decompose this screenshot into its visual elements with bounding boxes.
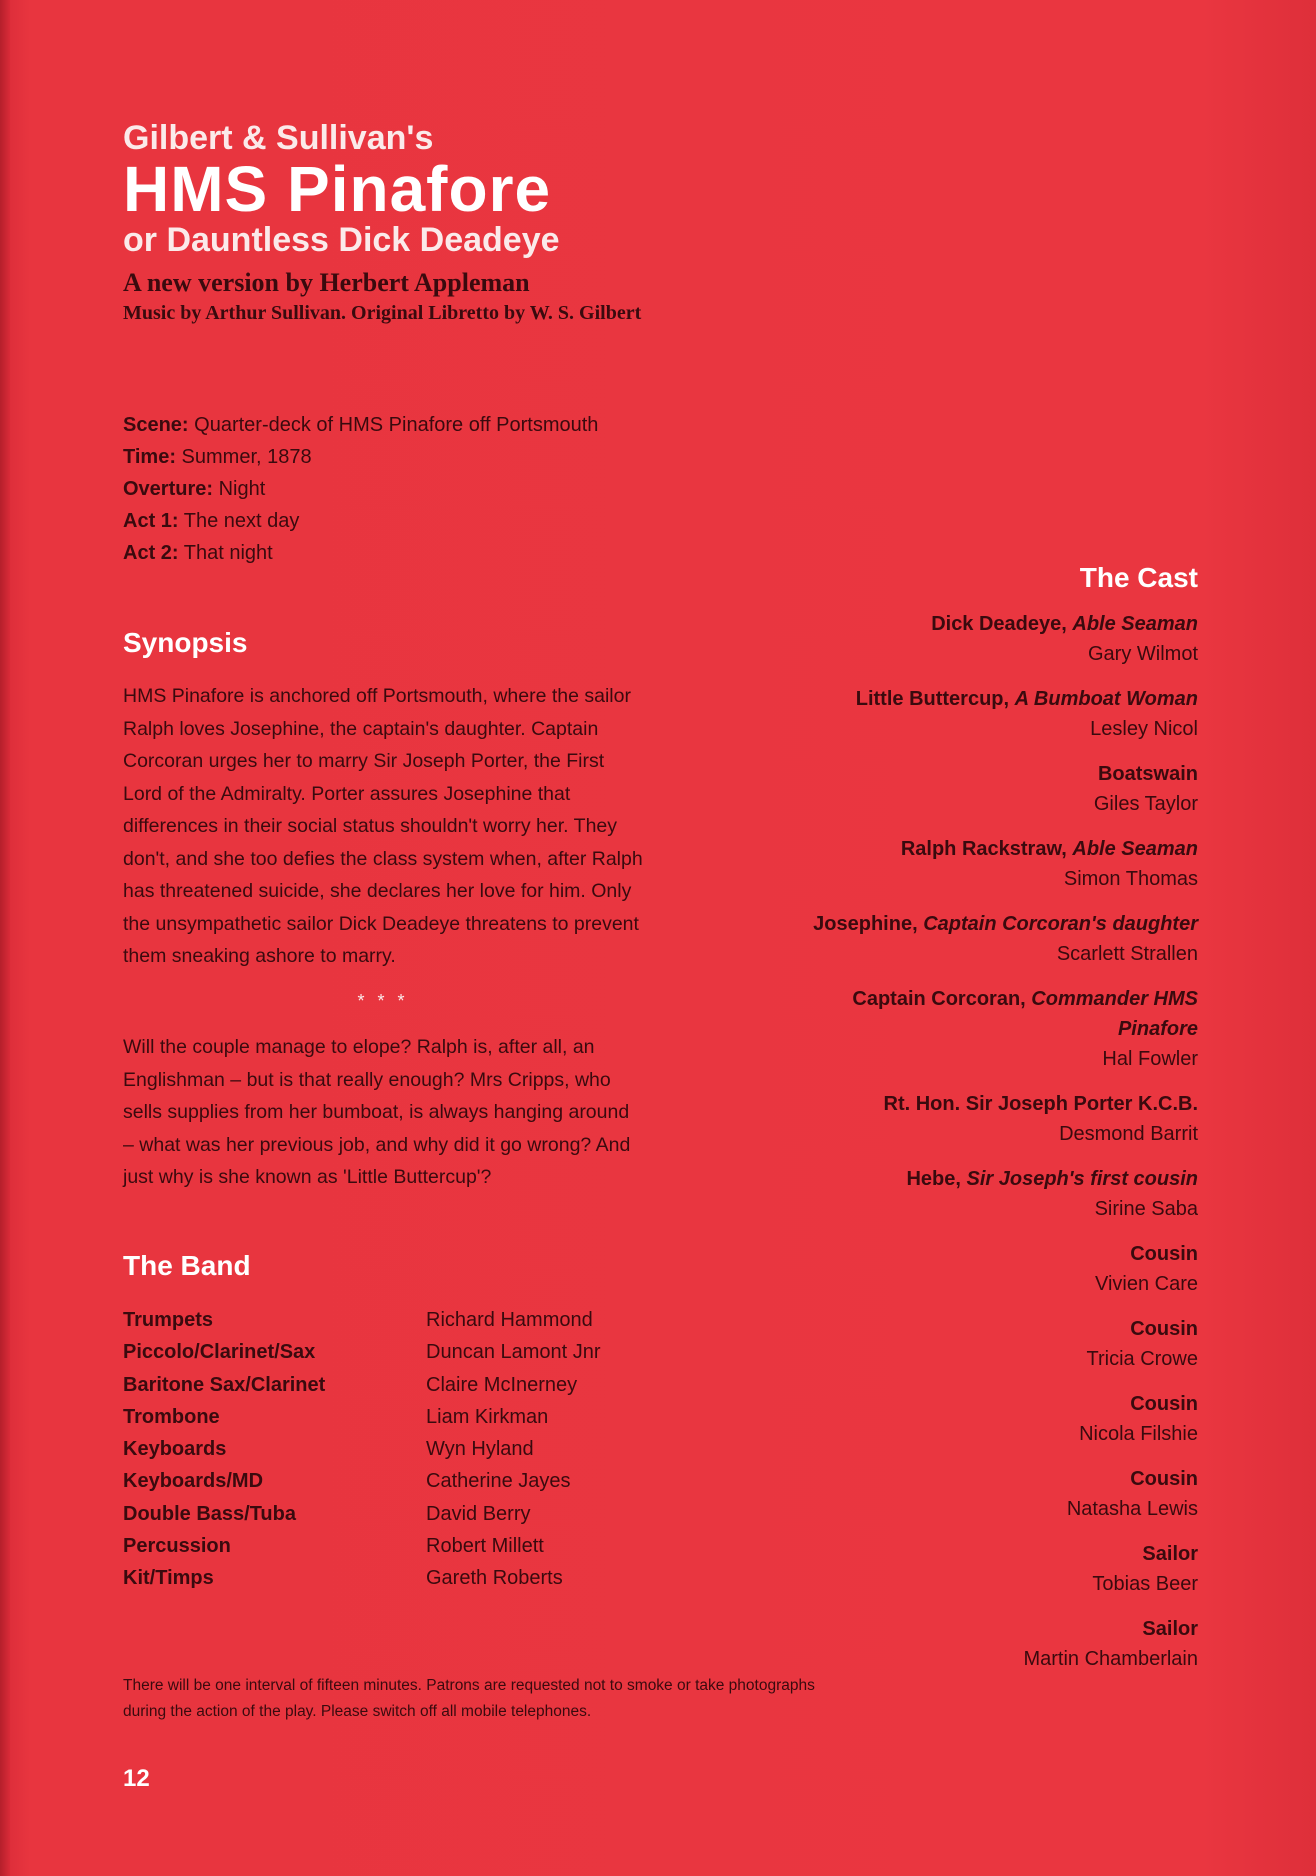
band-instrument: Percussion xyxy=(123,1535,231,1558)
fact-act-1 xyxy=(123,505,598,537)
title-block xyxy=(123,118,641,325)
cast-member xyxy=(778,609,1198,669)
band-row xyxy=(123,1465,601,1497)
audience-notice: There will be one interval of fifteen minutes. Patrons are requested not to smoke or take photographs during the action of the play. Please switch off all mobile telephones. xyxy=(123,1677,815,1720)
cast-actor: Desmond Barrit xyxy=(1059,1123,1198,1145)
band-row xyxy=(123,1304,601,1336)
band-instrument: Baritone Sax/Clarinet xyxy=(123,1373,326,1396)
music-libretto-credit: Music by Arthur Sullivan. Original Libretto by W. S. Gilbert xyxy=(123,302,642,324)
band-row xyxy=(123,1336,601,1368)
band-instrument: Kit/Timps xyxy=(123,1567,214,1590)
band-musician: Wyn Hyland xyxy=(426,1438,534,1461)
fact-label: Act 1: xyxy=(123,510,179,532)
fact-scene xyxy=(123,409,598,441)
fact-time xyxy=(123,441,598,473)
band-instrument: Trombone xyxy=(123,1405,220,1428)
synopsis-paragraph-1: HMS Pinafore is anchored off Portsmouth, where the sailor Ralph loves Josephine, the captain's daughter. Captain Corcoran urges her to marry Sir Joseph Porter, the First Lord of the Admiralty. Porter assures Josephine that differences in their social status shouldn't worry her. They don't, and she too defies the class system when, after Ralph has threatened suicide, she declares her love for him. Only the unsympathetic sailor Dick Deadeye threatens to prevent them sneaking ashore to marry. xyxy=(123,685,643,967)
cast-role xyxy=(778,1239,1198,1269)
band-instrument: Trumpets xyxy=(123,1309,214,1331)
cast-actor: Sirine Saba xyxy=(1094,1198,1198,1220)
band-row xyxy=(123,1498,601,1530)
fact-label: Scene: xyxy=(123,414,189,436)
cast-actor: Martin Chamberlain xyxy=(1023,1648,1198,1670)
band-instrument: Double Bass/Tuba xyxy=(123,1502,296,1525)
cast-actor: Gary Wilmot xyxy=(1088,643,1198,665)
cast-role-name: Ralph Rackstraw, xyxy=(900,838,1067,860)
cast-role-description: Captain Corcoran's daughter xyxy=(923,913,1198,935)
cast-role-name: Cousin xyxy=(1130,1318,1198,1340)
cast-role-name: Josephine, xyxy=(813,913,918,935)
band-row xyxy=(123,1401,601,1433)
cast-role-description: Sir Joseph's first cousin xyxy=(966,1168,1198,1190)
cast-role xyxy=(778,609,1198,639)
cast-member xyxy=(778,759,1198,819)
synopsis-separator: * * * xyxy=(357,990,409,1011)
fact-value: Quarter-deck of HMS Pinafore off Portsmouth xyxy=(194,414,599,436)
cast-role-description: Commander HMS Pinafore xyxy=(1031,988,1198,1040)
fact-value: Night xyxy=(218,478,266,500)
cast-role xyxy=(778,1614,1198,1644)
cast-actor: Giles Taylor xyxy=(1093,793,1198,815)
band-musician: Richard Hammond xyxy=(426,1309,593,1331)
cast-member xyxy=(778,1464,1198,1524)
cast-role-name: Cousin xyxy=(1130,1468,1198,1490)
cast-role xyxy=(778,684,1198,714)
cast-heading: The Cast xyxy=(1079,562,1198,593)
cast-role xyxy=(778,1464,1198,1494)
cast-member xyxy=(778,909,1198,969)
cast-member xyxy=(778,834,1198,894)
band-instrument: Piccolo/Clarinet/Sax xyxy=(123,1341,316,1364)
cast-role-description: Able Seaman xyxy=(1072,838,1198,860)
cast-member xyxy=(778,1539,1198,1599)
fact-act-2 xyxy=(123,537,598,569)
cast-member xyxy=(778,1389,1198,1449)
page-title: HMS Pinafore xyxy=(123,153,552,225)
cast-actor: Lesley Nicol xyxy=(1090,718,1198,740)
synopsis-heading: Synopsis xyxy=(123,627,248,658)
cast-role xyxy=(778,1164,1198,1194)
band-row xyxy=(123,1369,601,1401)
production-facts xyxy=(123,409,598,569)
cast-actor: Tobias Beer xyxy=(1092,1573,1198,1595)
version-credit: A new version by Herbert Appleman xyxy=(123,268,530,297)
cast-member xyxy=(778,684,1198,744)
cast-role-name: Captain Corcoran, xyxy=(852,988,1026,1010)
band-row xyxy=(123,1562,601,1594)
cast-role-name: Sailor xyxy=(1142,1618,1198,1640)
cast-actor: Nicola Filshie xyxy=(1079,1423,1198,1445)
band-musician: Duncan Lamont Jnr xyxy=(426,1341,601,1364)
band-musician: Gareth Roberts xyxy=(426,1567,563,1590)
cast-role xyxy=(778,1539,1198,1569)
cast-role xyxy=(778,909,1198,939)
band-musician: Liam Kirkman xyxy=(426,1405,549,1428)
fact-value: That night xyxy=(183,542,273,564)
band-instrument: Keyboards/MD xyxy=(123,1470,264,1493)
cast-role-name: Cousin xyxy=(1130,1243,1198,1265)
cast-role xyxy=(778,1389,1198,1419)
cast-role-description: A Bumboat Woman xyxy=(1014,688,1198,710)
cast-actor: Simon Thomas xyxy=(1063,868,1198,890)
fact-overture xyxy=(123,473,598,505)
cast-list xyxy=(778,609,1198,1689)
title-super: Gilbert & Sullivan's xyxy=(123,119,434,157)
band-row xyxy=(123,1530,601,1562)
title-subtitle: or Dauntless Dick Deadeye xyxy=(123,221,560,259)
page-binding-edge xyxy=(0,0,10,1876)
cast-role xyxy=(778,834,1198,864)
band-instrument: Keyboards xyxy=(123,1438,227,1461)
cast-member xyxy=(778,1314,1198,1374)
fact-value: Summer, 1878 xyxy=(181,446,312,468)
band-musician: Catherine Jayes xyxy=(426,1470,571,1493)
cast-role-name: Cousin xyxy=(1130,1393,1198,1415)
cast-member xyxy=(778,1089,1198,1149)
cast-role xyxy=(778,759,1198,789)
fact-label: Time: xyxy=(123,446,176,468)
cast-member xyxy=(778,1239,1198,1299)
fact-value: The next day xyxy=(183,510,300,532)
cast-actor: Natasha Lewis xyxy=(1066,1498,1198,1520)
band-row xyxy=(123,1433,601,1465)
band-musician: Robert Millett xyxy=(426,1535,544,1558)
fact-label: Act 2: xyxy=(123,542,179,564)
cast-role xyxy=(778,1089,1198,1119)
cast-role-name: Little Buttercup, xyxy=(855,688,1010,710)
synopsis-text xyxy=(123,680,643,1194)
band-list xyxy=(123,1304,601,1595)
cast-role-name: Hebe, xyxy=(906,1168,961,1190)
cast-actor: Hal Fowler xyxy=(1102,1048,1198,1070)
cast-actor: Tricia Crowe xyxy=(1086,1348,1198,1370)
fact-label: Overture: xyxy=(123,478,214,500)
cast-role xyxy=(778,984,1198,1044)
cast-role-description: Able Seaman xyxy=(1072,613,1198,635)
cast-role-name: Rt. Hon. Sir Joseph Porter K.C.B. xyxy=(883,1093,1198,1115)
synopsis-paragraph-2: Will the couple manage to elope? Ralph is, after all, an Englishman – but is that really enough? Mrs Cripps, who sells supplies from her bumboat, is always hanging around – what was her previous job, and why did it go wrong? And just why is she known as 'Little Buttercup'? xyxy=(123,1036,631,1188)
cast-role xyxy=(778,1314,1198,1344)
cast-member xyxy=(778,1614,1198,1674)
band-musician: Claire McInerney xyxy=(426,1373,578,1396)
cast-role-name: Dick Deadeye, xyxy=(931,613,1067,635)
band-heading: The Band xyxy=(123,1250,251,1281)
cast-role-name: Boatswain xyxy=(1097,763,1198,785)
band-musician: David Berry xyxy=(426,1502,531,1525)
cast-actor: Vivien Care xyxy=(1094,1273,1198,1295)
cast-member xyxy=(778,984,1198,1074)
cast-actor: Scarlett Strallen xyxy=(1056,943,1198,965)
page-number: 12 xyxy=(123,1765,150,1792)
cast-role-name: Sailor xyxy=(1142,1543,1198,1565)
cast-member xyxy=(778,1164,1198,1224)
